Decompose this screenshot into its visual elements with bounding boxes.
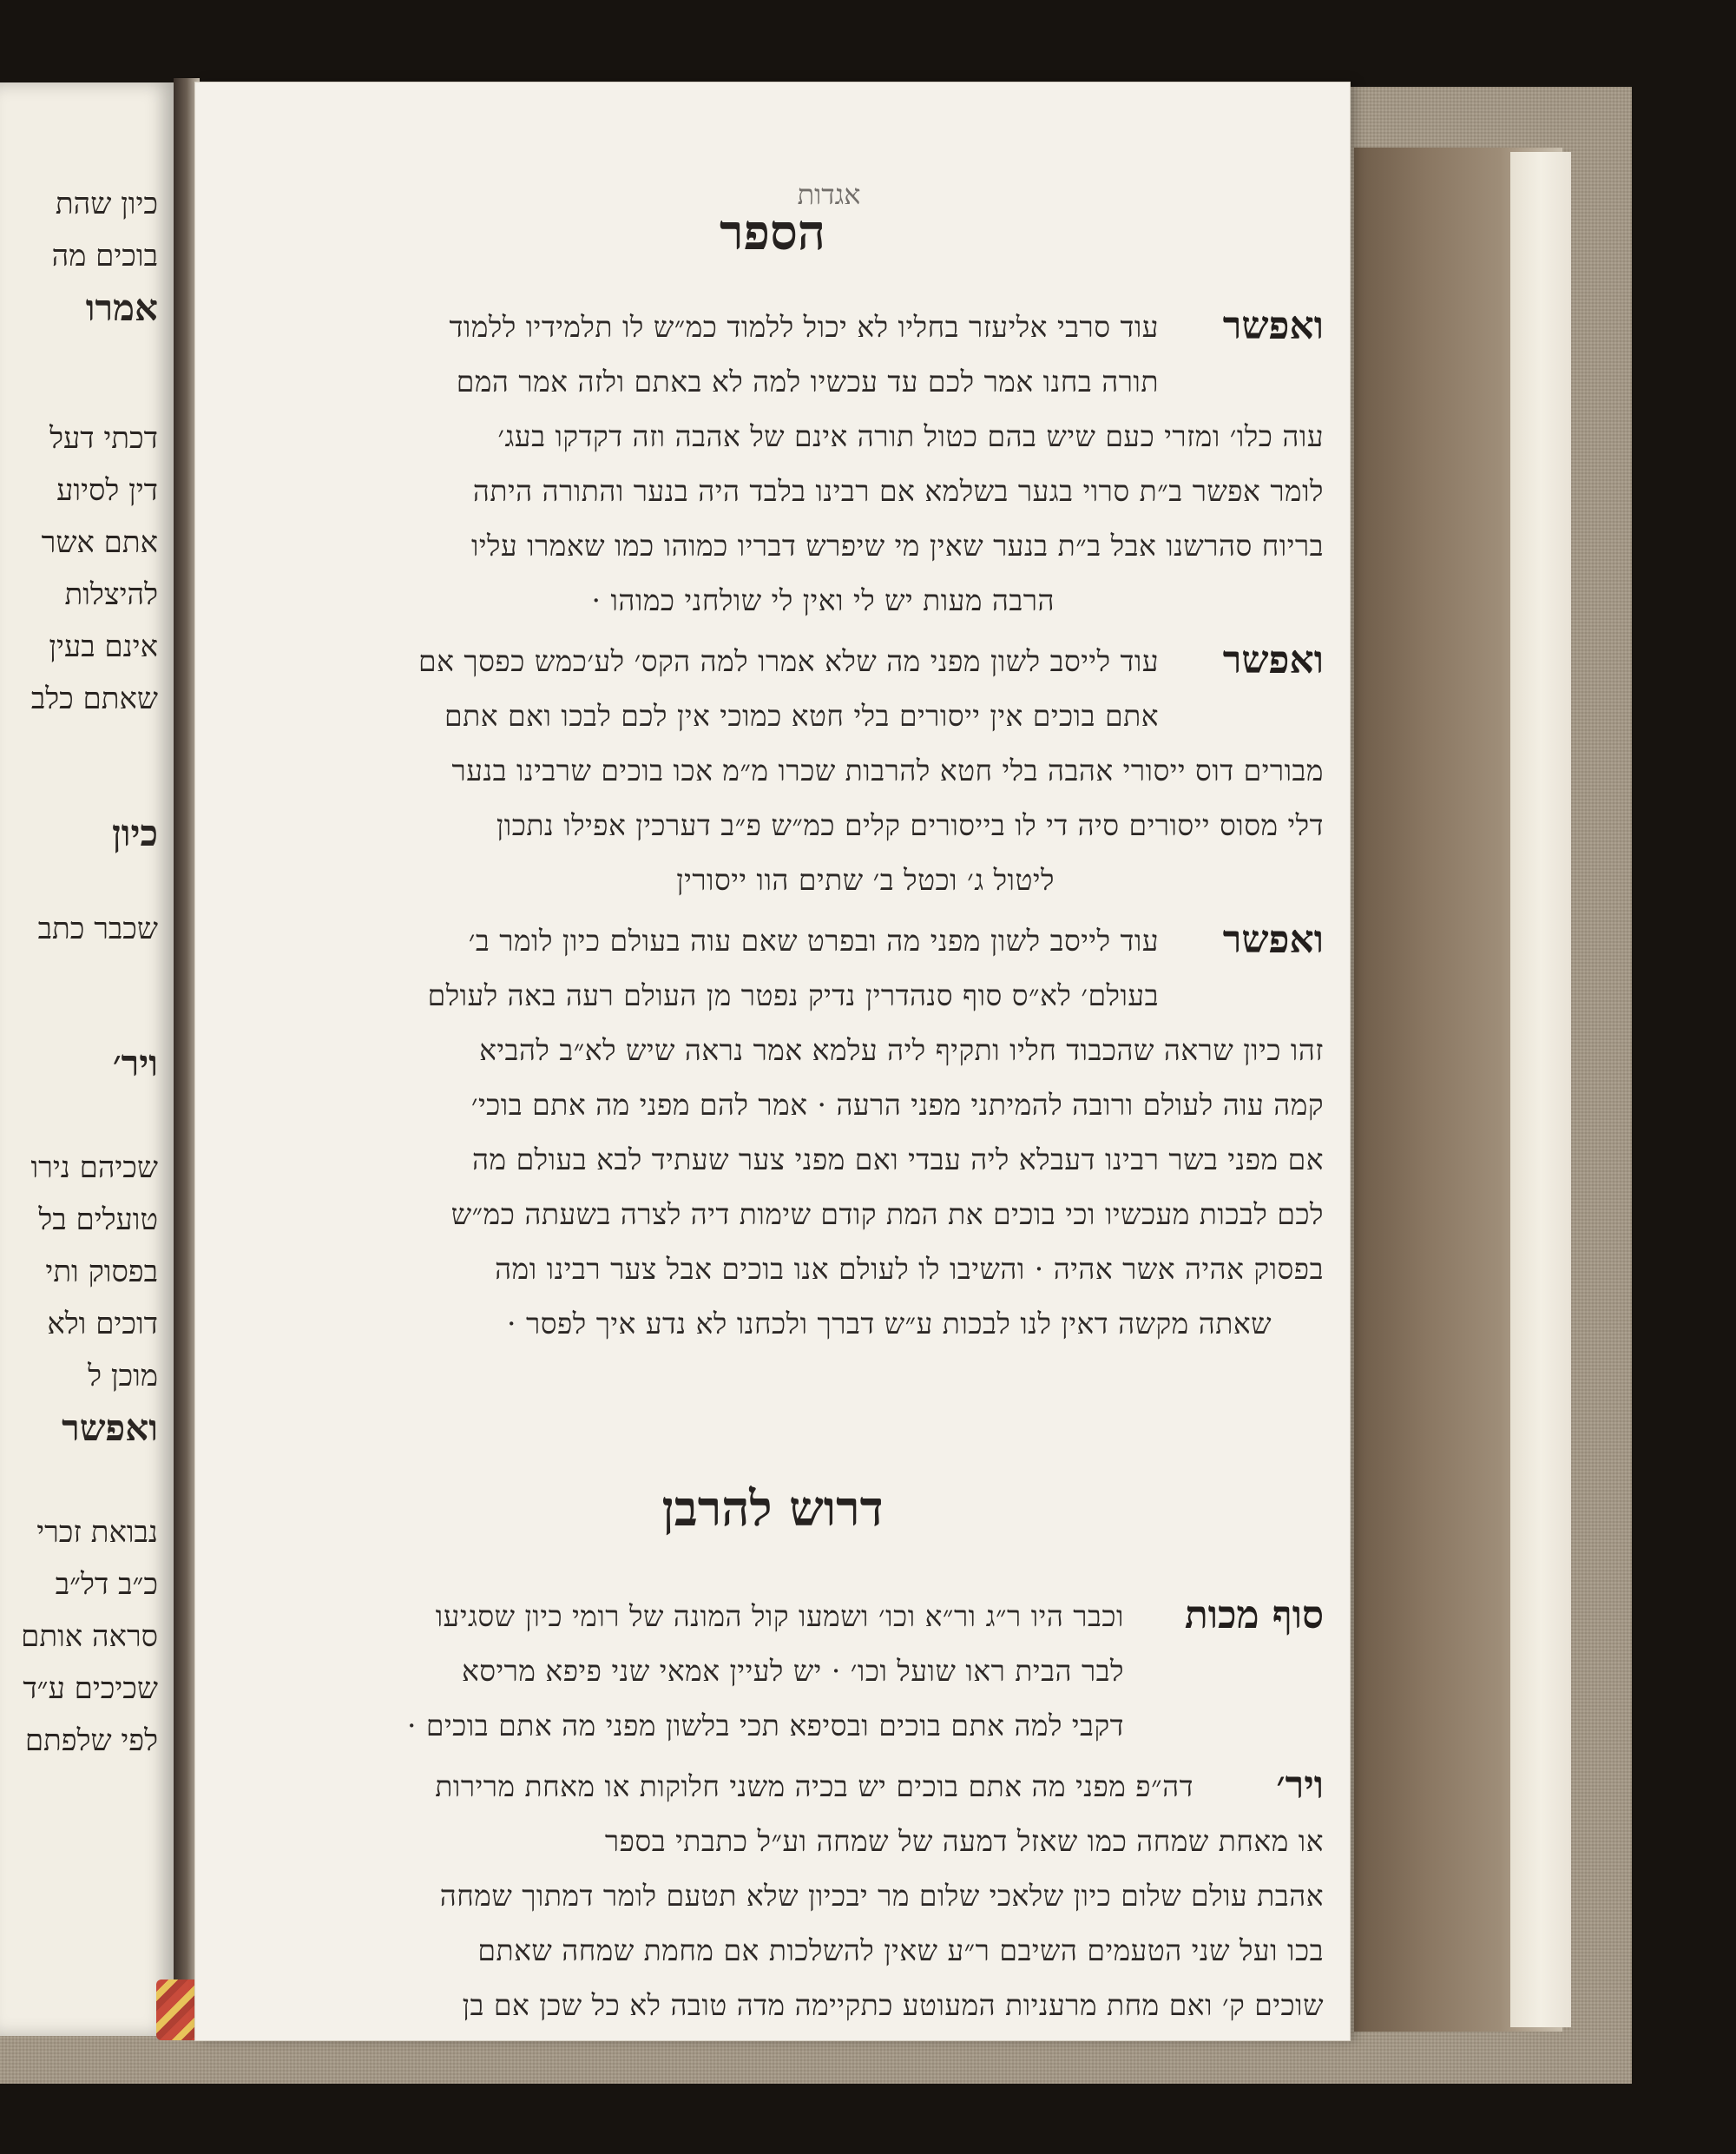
- left-page-line: ואפשר: [62, 1406, 158, 1449]
- left-page: [0, 82, 175, 2036]
- text-line: הרבה מעות יש לי ואין לי שולחני כמוהו ·: [591, 583, 1055, 617]
- page-block-outer-edge: [1510, 152, 1571, 2027]
- left-page-line: שאתם כלב: [30, 682, 158, 716]
- left-page-line: להיצלות: [64, 577, 158, 612]
- text-line: זהו כיון שראה שהכבוד חליו ותקיף ליה עלמא אמר נראה שיש לא״ב להביא: [479, 1033, 1324, 1067]
- left-page-line: לפי שלפתם: [24, 1723, 158, 1758]
- left-page-line: מוכן ל: [88, 1359, 158, 1393]
- left-page-line: דוכים ולא: [47, 1307, 158, 1341]
- text-line: לומר אפשר ב״ת סרוי בגער בשלמא אם רבינו בלבד היה בנער והתורה היתה: [472, 474, 1324, 508]
- text-line: עוד סרבי אליעזר בחליו לא יכול ללמוד כמ״ש לו תלמידיו ללמוד: [449, 310, 1159, 344]
- left-page-line: בפסוק ותי: [45, 1255, 158, 1289]
- marginal-keyword: ואפשר: [1222, 638, 1324, 682]
- text-line: אם מפני בשר רבינו דעבלא ליה עבדי ואם מפני צער שעתיד לבא בעולם מה: [472, 1143, 1324, 1176]
- text-line: בכו ועל שני הטעמים השיבם ר״ע שאין להשלכות אם מחמת שמחה שאתם: [477, 1933, 1324, 1967]
- left-page-line: ויר׳: [112, 1042, 158, 1084]
- left-page-line: אינם בעין: [49, 629, 158, 664]
- left-page-line: דכתי דעל: [49, 421, 158, 456]
- text-line: שוכים ק׳ ואם מחת מרעניות המעוטע כתקיימה מדה טובה לא כל שכן אם בן: [462, 1988, 1324, 2022]
- text-line: דה״פ מפני מה אתם בוכים יש בכיה משני חלוקות או מאחת מרירות: [435, 1769, 1194, 1803]
- left-page-line: אמרו: [85, 287, 158, 329]
- text-line: קמה עוה לעולם ורובה להמיתני מפני הרעה · אמר להם מפני מה אתם בוכי׳: [470, 1088, 1324, 1122]
- text-line: בעולם׳ לא״ס סוף סנהדרין נדיק נפטר מן העולם רעה באה לעולם: [427, 978, 1159, 1012]
- left-page-line: בוכים מה: [51, 239, 158, 273]
- text-line: בריוח סהרשנו אבל ב״ת בנער שאין מי שיפרש דבריו כמוהו כמו שאמרו עליו: [470, 529, 1324, 563]
- running-head: אגדות: [797, 178, 861, 211]
- left-page-line: שכיהם נירו: [30, 1150, 158, 1185]
- left-page-line: אתם אשר: [41, 525, 158, 560]
- section-title: דרוש להרבן: [661, 1480, 884, 1538]
- text-line: אהבת עולם שלום כיון שלאכי שלום מר יבכיון שלא תטעם לומר דמתוך שמחה: [439, 1879, 1324, 1913]
- marginal-keyword: סוף מכות: [1184, 1593, 1324, 1637]
- text-line: דלי מסוס ייסורים סיה די לו בייסורים קלים כמ״ש פ״ב דערכין אפילו נתכון: [496, 808, 1324, 842]
- text-line: דקבי למה אתם בוכים ובסיפא תכי בלשון מפני מה אתם בוכים ·: [406, 1709, 1124, 1742]
- left-page-line: סראה אותם: [21, 1619, 158, 1654]
- text-line: ליטול ג׳ וכטל ב׳ שתים הוו ייסורין: [676, 863, 1055, 897]
- left-page-line: טועלים בל: [38, 1202, 158, 1237]
- text-line: תורה בחנו אמר לכם עד עכשיו למה לא באתם ולזה אמר המם: [456, 365, 1159, 399]
- left-page-line: שכבר כתב: [37, 912, 158, 946]
- text-line: לכם לבכות מעכשיו וכי בוכים את המת קודם שימות דיה לצרה בשעתה כמ״ש: [450, 1197, 1324, 1231]
- left-page-line: נבואת זכרי: [36, 1515, 158, 1550]
- text-line: שאתה מקשה דאין לנו לבכות ע״ש דברך ולכחנו לא נדע איך לפסר ·: [507, 1307, 1272, 1340]
- left-page-line: כיון שהת: [55, 187, 158, 221]
- text-line: בפסוק אהיה אשר אהיה · והשיבו לו לעולם אנו בוכים אבל צער רבינו ומה: [495, 1252, 1324, 1286]
- text-line: אתם בוכים אין ייסורים בלי חטא כמוכי אין לכם לבכו ואם אתם: [444, 699, 1159, 733]
- text-line: מבורים דוס ייסורי אהבה בלי חטא להרבות שכרו מ״מ אכו בוכים שרבינו בנער: [451, 754, 1324, 787]
- marginal-keyword: ואפשר: [1222, 304, 1324, 348]
- page-header: הספר: [719, 204, 826, 261]
- text-line: לבר הבית ראו שועל וכו׳ · יש לעיין אמאי שני פיפא מריסא: [461, 1654, 1124, 1688]
- left-page-line: כ״ב דל״ב: [55, 1567, 158, 1602]
- text-line: עוד לייסב לשון מפני מה שלא אמרו למה הקס׳ לע׳כמש כפסך אם: [418, 644, 1159, 678]
- text-line: וכבר היו ר״ג ור״א וכו׳ ושמעו קול המונה של רומי כיון שסגיעו: [435, 1599, 1124, 1633]
- left-page-line: כיון: [112, 812, 158, 854]
- right-page: [195, 82, 1350, 2040]
- text-line: עוה כלו׳ ומזרי כעם שיש בהם כטול תורה אינם של אהבה וזה דקדקו בעג׳: [497, 419, 1324, 453]
- text-line: עוד לייסב לשון מפני מה ובפרט שאם עוה בעולם כיון לומר ב׳: [468, 924, 1159, 958]
- marginal-keyword: ואפשר: [1222, 918, 1324, 962]
- marginal-keyword: ויר׳: [1276, 1763, 1324, 1808]
- text-line: או מאחת שמחה כמו שאזל דמעה של שמחה וע״ל כתבתי בספר: [604, 1824, 1324, 1858]
- left-page-line: דין לסיוע: [56, 473, 158, 508]
- left-page-line: שכיכים ע״ד: [23, 1671, 158, 1706]
